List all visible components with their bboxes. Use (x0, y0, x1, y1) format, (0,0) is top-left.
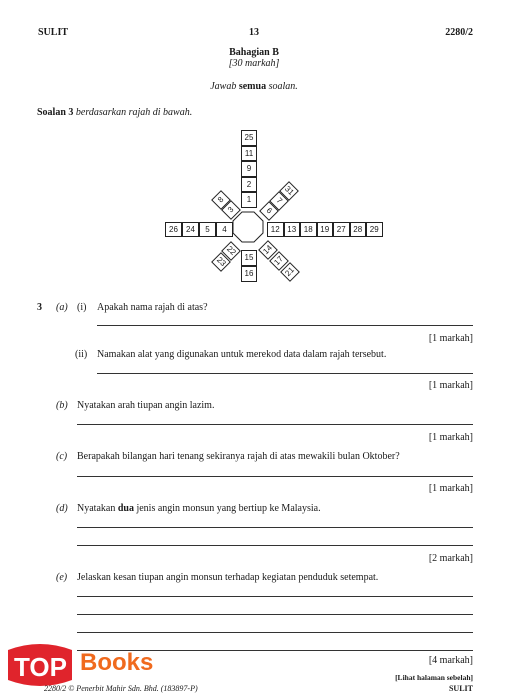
calm-day-cell-southeast: 17 (269, 251, 289, 271)
calm-day-cell-west: 24 (182, 222, 199, 237)
calm-day-cell-west: 4 (216, 222, 233, 237)
calm-day-cell-southeast: 14 (258, 240, 278, 260)
q3a-label: (a) (56, 302, 68, 313)
calm-day-cell-south: 15 (241, 250, 257, 266)
q3c-mark: [1 markah] (428, 483, 473, 494)
answer-line[interactable] (77, 632, 473, 633)
calm-day-cell-east: 28 (350, 222, 367, 237)
calm-day-cell-northeast: 6 (259, 201, 279, 221)
answer-line[interactable] (77, 545, 473, 546)
answer-line[interactable] (77, 527, 473, 528)
calm-day-cell-east: 12 (267, 222, 284, 237)
q3e-mark: [4 markah] (428, 655, 473, 666)
calm-day-cell-north: 25 (241, 130, 257, 146)
answer-line[interactable] (77, 476, 473, 477)
q3d-text: Nyatakan dua jenis angin monsun yang bertiup ke Malaysia. (77, 503, 321, 514)
calm-day-cell-north: 11 (241, 146, 257, 162)
q3a-i-text: Apakah nama rajah di atas? (97, 302, 208, 313)
q3a-ii-label: (ii) (75, 349, 88, 360)
calm-day-cell-east: 18 (300, 222, 317, 237)
section-marks: [30 markah] (228, 58, 280, 69)
q3d-mark: [2 markah] (428, 553, 473, 564)
calm-day-cell-north: 1 (241, 192, 257, 208)
calm-day-cell-northwest: 3 (221, 200, 241, 220)
calm-day-cell-west: 5 (199, 222, 216, 237)
q3b-text: Nyatakan arah tiupan angin lazim. (77, 400, 215, 411)
calm-day-cell-east: 13 (284, 222, 301, 237)
header-left: SULIT (38, 27, 69, 38)
q3c-text: Berapakah bilangan hari tenang sekiranya rajah di atas mewakili bulan Oktober? (77, 451, 400, 462)
header-right: 2280/2 (445, 27, 473, 38)
calm-day-cell-southeast: 21 (280, 262, 300, 282)
logo-books-text: Books (80, 649, 154, 676)
footer-publisher: 2280/2 © Penerbit Mahir Sdn. Bhd. (183897-P) (44, 684, 198, 693)
q3a-ii-text: Namakan alat yang digunakan untuk merekod data dalam rajah tersebut. (97, 349, 387, 360)
footer-sulit: SULIT (448, 684, 473, 693)
question-intro: Soalan 3 berdasarkan rajah di bawah. (37, 107, 193, 118)
calm-day-cell-northeast: 31 (279, 181, 299, 201)
calm-day-cell-east: 29 (366, 222, 383, 237)
calm-day-cell-west: 26 (165, 222, 182, 237)
answer-line[interactable] (77, 596, 473, 597)
calm-day-cell-southwest: 23 (211, 252, 231, 272)
answer-line[interactable] (97, 325, 473, 326)
page-number: 13 (249, 27, 259, 38)
answer-line[interactable] (77, 424, 473, 425)
q3b-mark: [1 markah] (428, 432, 473, 443)
calm-day-cell-north: 2 (241, 177, 257, 193)
logo-top-text: TOP (14, 652, 67, 682)
section-title: Bahagian B (229, 47, 279, 58)
q3-number: 3 (37, 302, 42, 313)
calm-day-cell-southwest: 22 (221, 241, 241, 261)
center-octagon (233, 212, 263, 242)
answer-line[interactable] (77, 614, 473, 615)
calm-day-cell-east: 19 (317, 222, 334, 237)
footer-next-page: [Lihat halaman sebelah] (395, 673, 473, 682)
answer-line[interactable] (97, 373, 473, 374)
q3d-label: (d) (56, 503, 68, 514)
q3e-label: (e) (56, 572, 68, 583)
q3a-i-mark: [1 markah] (428, 333, 473, 344)
q3b-label: (b) (56, 400, 68, 411)
q3c-label: (c) (56, 451, 68, 462)
calm-day-cell-northwest: 8 (211, 190, 231, 210)
calm-day-cell-north: 9 (241, 161, 257, 177)
calm-day-cell-northeast: 7 (269, 191, 289, 211)
q3e-text: Jelaskan kesan tiupan angin monsun terhadap kegiatan penduduk setempat. (77, 572, 379, 583)
q3a-i-label: (i) (77, 302, 87, 313)
instruction: Jawab semua soalan. (210, 81, 298, 92)
calm-day-cell-south: 16 (241, 266, 257, 282)
calm-day-cell-east: 27 (333, 222, 350, 237)
q3a-ii-mark: [1 markah] (428, 380, 473, 391)
